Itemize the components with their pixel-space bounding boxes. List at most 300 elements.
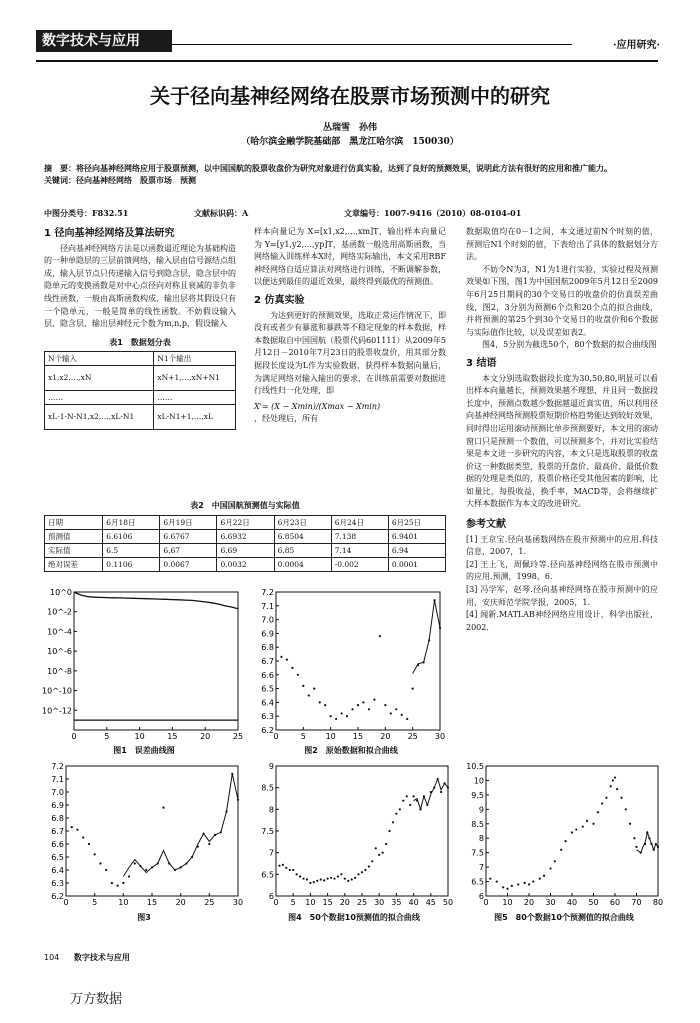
clc-number: 中图分类号：F832.51: [44, 208, 129, 218]
data-point: [292, 869, 294, 871]
meta-row: [44, 208, 656, 219]
table-cell: 6.94: [388, 544, 445, 558]
table-cell: 6月22日: [217, 516, 274, 530]
chart-3-caption: 图3: [137, 913, 151, 922]
x-tick-label: 15: [322, 898, 333, 907]
x-tick-label: 10: [134, 732, 145, 741]
table2-caption: 表2 中国国航预测值与实际值: [190, 501, 300, 510]
abstract: 摘 要：将径向基神经网络应用于股票预测，以中国国航的股票收盘价为研究对象进行仿真实验，达到了良好的预测效果，说明此方法有很好的应用和推广能力。: [44, 163, 612, 173]
y-tick-label: 6.5: [261, 684, 274, 694]
data-point: [506, 888, 508, 890]
fit-line: [414, 779, 448, 809]
keywords: 关键词：径向基神经网络 股票市场 预测: [44, 175, 196, 185]
data-point: [379, 635, 381, 637]
y-tick-label: 6.4: [261, 698, 274, 708]
data-point: [145, 869, 147, 871]
data-point: [351, 708, 353, 710]
y-tick-label: 6.8: [51, 814, 64, 823]
y-tick-label: 10: [473, 776, 484, 786]
reference-item: [1] 王京宝.径向基函数网络在股市预测中的应用.科技信息，2007，1.: [466, 534, 658, 557]
x-tick-label: 10: [325, 732, 336, 741]
x-tick-label: 10: [118, 898, 129, 907]
plot-frame: [74, 592, 238, 730]
table-cell: 0.1106: [103, 558, 160, 572]
table-cell: 0.0067: [160, 558, 217, 572]
y-tick-label: 6.9: [51, 801, 64, 810]
data-point: [335, 718, 337, 720]
table-cell: 6月25日: [388, 516, 445, 530]
col3-text-2: 不妨令N为3，N1为1进行实验，实验过程及预测效果如下图，图1为中国国航2009年5月12日至2009年6月25日期间的30个交易日的收盘价的仿真误差曲线，图2，3分别为预测6个点和20个点的拟合曲线，并将预测的第25个到30个交易日的收盘价和6个数据与实际值作比较，以及误差如表2。: [466, 264, 658, 337]
col2-text-3: ，经处理后，所有: [254, 414, 318, 424]
data-point: [122, 882, 124, 884]
data-point: [320, 878, 322, 880]
section-3-heading: 3 结语: [466, 357, 497, 369]
table-row: [45, 544, 446, 558]
y-tick-label: 7.5: [261, 827, 274, 836]
y-tick-label: 6.2: [51, 892, 64, 901]
x-tick-label: 50: [588, 898, 599, 907]
data-point: [362, 701, 364, 703]
y-tick-label: 7: [478, 863, 484, 873]
table-cell: 6.5: [103, 544, 160, 558]
data-point: [532, 880, 534, 882]
data-point: [364, 869, 366, 871]
column-3: [466, 226, 658, 634]
error-curve: [74, 592, 238, 609]
y-tick-label: 7.0: [51, 788, 64, 797]
chart-3: [36, 760, 246, 912]
y-tick-label: 6.6: [51, 840, 64, 849]
data-point: [378, 854, 380, 856]
table-cell: N1个输出: [154, 352, 236, 366]
data-point: [610, 785, 612, 787]
data-point: [289, 869, 291, 871]
table-cell: 实际值: [45, 544, 103, 558]
data-point: [502, 886, 504, 888]
header-rule: [172, 44, 572, 45]
x-tick-label: 25: [232, 732, 244, 741]
data-point: [128, 875, 130, 877]
x-tick-label: 0: [71, 732, 77, 741]
data-point: [392, 821, 394, 823]
table-cell: 7.138: [331, 530, 388, 544]
data-point: [586, 820, 588, 822]
x-tick-label: 20: [200, 732, 211, 741]
data-point: [395, 813, 397, 815]
data-point: [313, 881, 315, 883]
table-row: [45, 405, 236, 430]
data-point: [346, 715, 348, 717]
table-row: [45, 516, 446, 530]
col3-text-1: 数据取值均在0－1之间，本文通过前N个时刻的值，预测后N1个时刻的值，下表给出了具体的数据划分方法。: [466, 227, 658, 262]
data-point: [496, 880, 498, 882]
x-tick-label: 30: [434, 732, 446, 741]
conclusion-text: 本文分别选取数据段长度为30,50,80,明显可以看出样本向量越长，预测效果越不理想，并且同一数据段长度中，预测点数越少数据越逼近真实值，所以利用径向基神经网络预测股票短期价格趋势能达到较好效果，同时得出运用滚动预测比单步预测要好，本文用的滚动窗口只是预测一个数值，可以预测多个，并对比实验结果是本文进一步研究的内容，本文只是选取股票的收盘价这一种数据类型，股票的开盘价、最高价、最低价数据的处理是类似的，股票价格还受其他因素的影响，比如量比，每股收益，换手率，MACD等，会将继续扩大样本数据作为本文的改进研究。: [466, 373, 658, 509]
data-point: [117, 885, 119, 887]
x-tick-label: 30: [545, 898, 556, 907]
data-point: [316, 880, 318, 882]
authors: 丛瑞雪 孙伟: [322, 123, 377, 133]
y-tick-label: 8: [268, 805, 274, 815]
chart-5: [456, 760, 666, 912]
journal-name: 数字技术与应用: [73, 953, 130, 962]
chart-4-caption: 图4 50个数据10预测值的拟合曲线: [288, 913, 420, 922]
table-cell: xL-N1+1,…,xL: [154, 405, 236, 430]
table-cell: 6.9401: [388, 530, 445, 544]
y-tick-label: 10^-10: [42, 686, 72, 696]
column-2: [254, 226, 446, 426]
table-cell: 0.0004: [274, 558, 331, 572]
y-tick-label: 7.2: [261, 588, 274, 597]
y-tick-label: 10.5: [466, 762, 484, 771]
x-tick-label: 5: [300, 732, 306, 741]
data-point: [390, 712, 392, 714]
data-point: [539, 878, 541, 880]
x-tick-label: 15: [146, 898, 158, 907]
table-cell: 6.6106: [103, 530, 160, 544]
doc-code: 文献标识码：A: [194, 208, 249, 218]
x-tick-label: 0: [483, 898, 489, 907]
x-tick-label: 45: [425, 898, 436, 907]
data-point: [571, 831, 573, 833]
data-point: [564, 840, 566, 842]
x-tick-label: 60: [609, 898, 621, 907]
data-point: [412, 688, 414, 690]
data-point: [395, 708, 397, 710]
data-point: [286, 659, 288, 661]
x-tick-label: 5: [290, 898, 296, 907]
y-tick-label: 6.5: [51, 853, 64, 862]
table-cell: 6月23日: [274, 516, 331, 530]
data-point: [306, 878, 308, 880]
reference-list: [466, 534, 658, 635]
data-point: [575, 828, 577, 830]
y-tick-label: 6.8: [261, 643, 274, 653]
article-number: 文章编号：1007-9416（2010）08-0104-01: [344, 208, 522, 218]
data-point: [402, 800, 404, 802]
y-tick-label: 8: [478, 834, 484, 844]
data-point: [296, 873, 298, 875]
reference-item: [3] 冯学军，赵琴.径向基神经网络在股市预测中的应用，安庆师范学院学报，2005，1.: [466, 585, 658, 607]
y-tick-label: 8.5: [471, 819, 484, 829]
data-point: [297, 674, 299, 676]
x-tick-label: 15: [352, 732, 364, 741]
chart-2: [246, 586, 448, 746]
x-tick-label: 15: [167, 732, 178, 741]
data-point: [409, 804, 411, 806]
y-tick-label: 10^-6: [47, 647, 72, 657]
data-point: [605, 797, 607, 799]
data-point: [597, 811, 599, 813]
x-tick-label: 50: [442, 898, 454, 907]
chart-5-caption: 图5 80个数据10个预测值的拟合曲线: [494, 913, 634, 922]
data-point: [291, 667, 293, 669]
references-heading: 参考文献: [466, 519, 506, 531]
data-point: [554, 860, 556, 862]
y-tick-label: 9: [478, 805, 484, 815]
data-point: [406, 795, 408, 797]
chart-1: [36, 586, 246, 746]
y-tick-label: 6.5: [471, 877, 484, 887]
table-cell: 绝对误差: [45, 558, 103, 572]
section-banner: 数字技术与应用: [36, 30, 172, 52]
data-point: [341, 712, 343, 714]
data-point: [99, 862, 101, 864]
data-point: [323, 879, 325, 881]
data-point: [313, 688, 315, 690]
x-tick-label: 20: [380, 732, 391, 741]
data-point: [368, 865, 370, 867]
y-tick-label: 7.1: [51, 775, 64, 784]
table-cell: 6.85: [274, 544, 331, 558]
y-tick-label: 7.5: [471, 848, 484, 858]
table-cell: 6.69: [217, 544, 274, 558]
data-point: [354, 877, 356, 879]
fit-line: [413, 600, 440, 673]
x-tick-label: 10: [502, 898, 513, 907]
x-tick-label: 5: [92, 898, 98, 907]
section-1-heading: 1 径向基神经网络及算法研究: [44, 228, 175, 239]
data-point: [582, 826, 584, 828]
data-point: [94, 853, 96, 855]
table-cell: 0.0032: [217, 558, 274, 572]
data-point: [333, 878, 335, 880]
y-tick-label: 10^-4: [47, 627, 72, 637]
data-point: [616, 788, 618, 790]
table-row: [45, 352, 236, 366]
y-tick-label: 10^-2: [47, 607, 72, 617]
chart-4: [246, 760, 456, 912]
reference-item: [4] 闻新.MATLAB神经网络应用设计，科学出版社，2002.: [466, 610, 658, 632]
col3-text-3: 图4，5分别为截选50个，80个数据的拟合曲线图: [482, 340, 657, 350]
y-tick-label: 10^-12: [42, 706, 72, 716]
data-point: [344, 878, 346, 880]
data-point: [357, 873, 359, 875]
x-tick-label: 30: [232, 898, 244, 907]
affiliation: （哈尔滨金融学院基础部 黑龙江哈尔滨 150030）: [241, 137, 459, 147]
data-point: [601, 802, 603, 804]
watermark: 万方数据: [70, 992, 123, 1007]
y-tick-label: 6.6: [261, 670, 274, 680]
data-point: [282, 864, 284, 866]
header-divider: [36, 60, 658, 62]
section-2-heading: 2 仿真实验: [254, 294, 305, 306]
x-tick-label: 20: [523, 898, 535, 907]
y-tick-label: 6.9: [261, 629, 274, 639]
column-1: [44, 226, 236, 430]
x-tick-label: 30: [374, 898, 385, 907]
data-point: [440, 791, 442, 793]
data-point: [327, 878, 329, 880]
table-cell: 7.14: [331, 544, 388, 558]
data-point: [361, 871, 363, 873]
abstract-block: [44, 162, 656, 186]
x-tick-label: 35: [391, 898, 402, 907]
data-point: [82, 836, 84, 838]
data-point: [413, 795, 415, 797]
data-point: [111, 882, 113, 884]
data-point: [625, 808, 627, 810]
y-tick-label: 6.2: [261, 726, 274, 735]
data-point: [162, 807, 164, 809]
y-tick-label: 6.7: [51, 827, 64, 836]
data-point: [330, 877, 332, 879]
plot-frame: [486, 766, 658, 896]
data-point: [549, 867, 551, 869]
x-tick-label: 40: [408, 898, 419, 907]
table-cell: 预测值: [45, 530, 103, 544]
table-cell: 6月24日: [331, 516, 388, 530]
table2-block: [44, 500, 446, 572]
data-point: [278, 865, 280, 867]
chart-2-caption: 图2 原始数据和拟合曲线: [304, 746, 398, 755]
table-cell: 6月18日: [103, 516, 160, 530]
data-point: [308, 694, 310, 696]
y-tick-label: 6: [478, 892, 484, 901]
data-point: [299, 875, 301, 877]
data-point: [489, 878, 491, 880]
x-tick-label: 25: [204, 898, 215, 907]
data-point: [71, 826, 73, 828]
data-point: [385, 843, 387, 845]
x-tick-label: 10: [305, 898, 316, 907]
data-point: [105, 869, 107, 871]
data-point: [373, 699, 375, 701]
chart-1-caption: 图1 误差曲线图: [113, 746, 175, 755]
table-row: [45, 530, 446, 544]
y-tick-label: 6: [268, 892, 274, 901]
data-point: [208, 843, 210, 845]
data-point: [635, 846, 637, 848]
data-point: [543, 875, 545, 877]
data-point: [319, 701, 321, 703]
data-point: [340, 873, 342, 875]
table-row: [45, 366, 236, 391]
data-point: [560, 849, 562, 851]
section-tag: ·应用研究·: [613, 40, 660, 51]
table-cell: -0.002: [331, 558, 388, 572]
data-point: [633, 837, 635, 839]
x-tick-label: 20: [175, 898, 186, 907]
table-cell: 6月19日: [160, 516, 217, 530]
y-tick-label: 9.5: [471, 790, 484, 800]
page-footer: [44, 952, 130, 963]
table1: [44, 351, 236, 430]
data-point: [592, 823, 594, 825]
data-point: [384, 704, 386, 706]
data-point: [375, 847, 377, 849]
y-tick-label: 7.0: [261, 615, 274, 625]
plot-frame: [276, 592, 440, 730]
table-cell: N个输入: [45, 352, 154, 366]
table-cell: 0.0001: [388, 558, 445, 572]
data-point: [517, 883, 519, 885]
data-point: [351, 878, 353, 880]
table-cell: ……: [154, 391, 236, 405]
reference-item: [2] 王上飞，周佩玲等.径向基神经网络在股市预测中的应用.预测，1998，6.: [466, 559, 658, 582]
y-tick-label: 7: [268, 848, 274, 858]
data-point: [368, 708, 370, 710]
table-cell: 6.6932: [217, 530, 274, 544]
table-cell: ……: [45, 391, 154, 405]
data-point: [511, 885, 513, 887]
table-cell: 日期: [45, 516, 103, 530]
plot-frame: [66, 766, 238, 896]
normalization-formula: X'= (X − Xmin)/(Xmax − Xmin): [254, 401, 381, 411]
data-point: [357, 704, 359, 706]
data-point: [280, 656, 282, 658]
x-tick-label: 0: [273, 898, 279, 907]
data-point: [614, 776, 616, 778]
col2-text-1: 样本向量记为 X=[x1,x2,…,xm]T，输出样本向量记为 Y=[y1,y2,…,yp]T，基函数一般选用高斯函数，当网络输入训练样本X时，网络实际输出，本文采用RBF神经网络自适应算法对网络进行训练，不断调解参数，以便达到最佳的逼近效果，最终得到最优的预测值。: [254, 227, 446, 287]
table1-caption: 表1 数据划分表: [109, 337, 171, 347]
data-point: [302, 878, 304, 880]
y-tick-label: 8.5: [261, 783, 274, 793]
data-point: [302, 685, 304, 687]
y-tick-label: 6.7: [261, 657, 274, 666]
x-tick-label: 40: [566, 898, 578, 907]
data-point: [388, 830, 390, 832]
data-point: [330, 715, 332, 717]
y-tick-label: 6.5: [261, 870, 274, 880]
col2-text-2: 为达到更好的预测效果，选取正常运作情况下，即没有或者少有暴涨和暴跌等不稳定现象的样本数据，样本数据取自中国国航（股票代码601111）从2009年5月12日－2010年7月23日的股票收盘价，用其部分数据段长度设为L作为实验数据，获得样本数据向量后，为满足网络对输入输出的要求，在训练前需要对数据进行线性归一化处理，即: [254, 310, 446, 396]
y-tick-label: 7.2: [51, 762, 64, 771]
data-point: [88, 843, 90, 845]
data-point: [399, 808, 401, 810]
data-point: [285, 867, 287, 869]
data-point: [401, 714, 403, 716]
y-tick-label: 6.3: [51, 879, 64, 888]
table-row: [45, 558, 446, 572]
plot-frame: [276, 766, 448, 896]
data-point: [309, 882, 311, 884]
data-point: [612, 779, 614, 781]
x-tick-label: 25: [356, 898, 368, 907]
y-tick-label: 6.4: [51, 866, 64, 875]
x-tick-label: 0: [63, 898, 69, 907]
x-tick-label: 70: [631, 898, 642, 907]
table-cell: 6.67: [160, 544, 217, 558]
x-tick-label: 0: [273, 732, 279, 741]
y-tick-label: 10^0: [50, 588, 72, 597]
data-point: [134, 862, 136, 864]
table-cell: xL-1-N-N1,x2,…,xL-N1: [45, 405, 154, 430]
page-number: 104: [44, 953, 60, 962]
data-point: [324, 704, 326, 706]
data-point: [620, 797, 622, 799]
data-point: [347, 880, 349, 882]
y-tick-label: 9: [268, 762, 274, 771]
table-row: [45, 391, 236, 405]
data-point: [337, 875, 339, 877]
data-point: [524, 882, 526, 884]
y-tick-label: 7.1: [261, 601, 274, 611]
y-tick-label: 10^-8: [47, 666, 72, 676]
data-point: [528, 883, 530, 885]
table2: [44, 515, 446, 572]
x-tick-label: 20: [339, 898, 350, 907]
data-point: [406, 718, 408, 720]
x-tick-label: 80: [652, 898, 664, 907]
data-point: [371, 860, 373, 862]
x-tick-label: 5: [104, 732, 110, 741]
data-point: [629, 823, 631, 825]
paper-title: 关于径向基神经网络在股票市场预测中的研究: [150, 84, 550, 108]
table-cell: 6.6767: [160, 530, 217, 544]
table-cell: 6.8504: [274, 530, 331, 544]
table-cell: xN+1,…,xN+N1: [154, 366, 236, 391]
x-tick-label: 25: [407, 732, 418, 741]
